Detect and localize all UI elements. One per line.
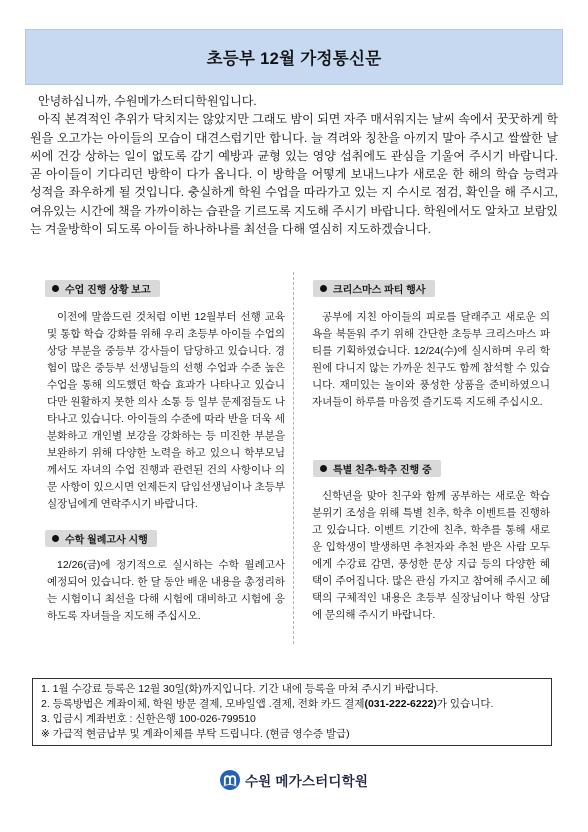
- intro-letter: [30, 92, 558, 238]
- section-title: 수학 월례고사 시행: [65, 535, 148, 546]
- bullet-icon: [320, 285, 327, 292]
- notice-item-3: 3. 입금시 계좌번호 : 신한은행 100-026-799510: [41, 713, 256, 725]
- section-body: 신학년을 맞아 친구와 함께 공부하는 새로운 학습 분위기 조성을 위해 특별 친추, 학추 이벤트를 진행하고 있습니다. 이벤트 기간에 친추, 학추를 통해 새로운 입학생이 발생하면 추천자와 추천 받은 사람 모두에게 수강료 감면, 풍성한 문상 지급 등의 다양한 혜택이 주어집니다. 많은 관심 가지고 참여해 주시고 혜택의 구체적인 내용은 초등부 실장님이나 학원 상담에 문의해 주시기 바랍니다.: [312, 490, 550, 621]
- section-header: [313, 280, 435, 297]
- bullet-icon: [52, 535, 59, 542]
- left-column: [45, 279, 285, 625]
- section-body: 공부에 지친 아이들의 피로를 달래주고 새로운 의욕을 북돋워 주기 위해 간단한 초등부 크리스마스 파티를 기획하였습니다. 12/24(수)에 실시하며 우리 학원에 다니지 않는 가까운 친구도 함께 참석할 수 있습니다. 재미있는 놀이와 풍성한 상품을 준비하였으니 자녀들이 하루를 마음껏 즐기도록 지도해 주십시오.: [312, 311, 550, 408]
- notice-item-2-suffix: 가 있습니다.: [436, 698, 494, 710]
- section-title: 수업 진행 상황 보고: [65, 285, 151, 296]
- section-class-progress: [45, 279, 285, 513]
- intro-body: 아직 본격적인 추위가 닥치지는 않았지만 그래도 밤이 되면 자주 매서워지는 날씨 속에서 꿋꿋하게 학원을 오고가는 아이들의 모습이 대견스럽기만 합니다. 늘 격려와 칭찬을 아끼지 말아 주시고 쌀쌀한 날씨에 건강 상하는 일이 없도록 감기 예방과 균형 있는 영양 섭취에도 관심을 기울여 주시기 바랍니다. 곧 아이들이 기다리던 방학이 다가 옵니다. 이 방학을 어떻게 보내느냐가 새로운 한 해의 학습 능력과 성적을 좌우하게 될 것입니다. 충실하게 학원 수업을 따라가고 있는 지 수시로 점검, 확인을 해 주시고, 여유있는 시간에 책을 가까이하는 습관을 기르도록 지도해 주시기 바랍니다. 학원에서도 알차고 보람있는 겨울방학이 되도록 아이들 하나하나를 최선을 다해 열심히 지도하겠습니다.: [30, 112, 558, 237]
- megastudy-logo-icon: [220, 770, 240, 790]
- page-title: 초등부 12월 가정통신문: [206, 50, 382, 68]
- notice-item-4: ※ 가급적 현금납부 및 계좌이체를 부탁 드립니다. (현금 영수증 발급): [41, 728, 350, 740]
- notice-item-1: 1. 1월 수강료 등록은 12월 30일(화)까지입니다. 기간 내에 등록을 마쳐 주시기 바랍니다.: [41, 683, 439, 695]
- title-banner: [25, 29, 563, 85]
- footer-brand: [0, 769, 588, 791]
- column-divider: [293, 272, 294, 644]
- right-column: [310, 279, 550, 624]
- notice-item-2-text: 2. 등록방법은 계좌이체, 학원 방문 결제, 모바일앱 .결제, 전화 카드 결제: [41, 698, 365, 710]
- section-body: 12/26(금)에 정기적으로 실시하는 수학 월례고사 예정되어 있습니다. 한 달 동안 배운 내용을 총정리하는 시험이니 최선을 다해 시험에 대비하고 시험에 응하도록 자녀들을 지도해 주십시오.: [47, 559, 285, 622]
- notice-item-2: [41, 697, 543, 712]
- section-header: [45, 530, 157, 547]
- section-header: [313, 460, 441, 477]
- academy-name: 수원 메가스터디학원: [244, 774, 369, 789]
- payment-notice-box: [32, 678, 552, 746]
- section-title: 특별 친추·학추 진행 중: [333, 465, 432, 476]
- section-body: 이전에 말씀드린 것처럼 이번 12월부터 선행 교육 및 통합 학습 강화를 위해 우리 초등부 아이들 수업의 상당 부분을 중등부 강사들이 담당하고 있습니다. 경험이 많은 중등부 선생님들의 선행 수업과 수준 높은 수업을 통해 의도했던 학습 효과가 나타나고 있습니다만 원활하지 못한 의사 소통 등 일부 문제점들도 나타나고 있습니다. 아이들의 수준에 따라 반을 더욱 세분화하고 개인별 보강을 강화하는 등 미진한 부분을 보완하기 위해 다양한 노력을 하고 있으니 학부모님께서도 자녀의 수업 진행과 관련된 건의 사항이나 의문 사항이 있으시면 언제든지 담임선생님이나 초등부 실장님에게 연락주시기 바랍니다.: [47, 311, 285, 510]
- section-christmas-party: [310, 279, 550, 411]
- section-referral-event: [310, 459, 550, 624]
- section-math-exam: [45, 529, 285, 625]
- bullet-icon: [320, 465, 327, 472]
- intro-greeting: 안녕하십니까, 수원메가스터디학원입니다.: [38, 94, 257, 108]
- section-header: [45, 280, 160, 297]
- phone-number: (031-222-6222): [364, 698, 437, 710]
- bullet-icon: [52, 285, 59, 292]
- section-title: 크리스마스 파티 행사: [333, 285, 426, 296]
